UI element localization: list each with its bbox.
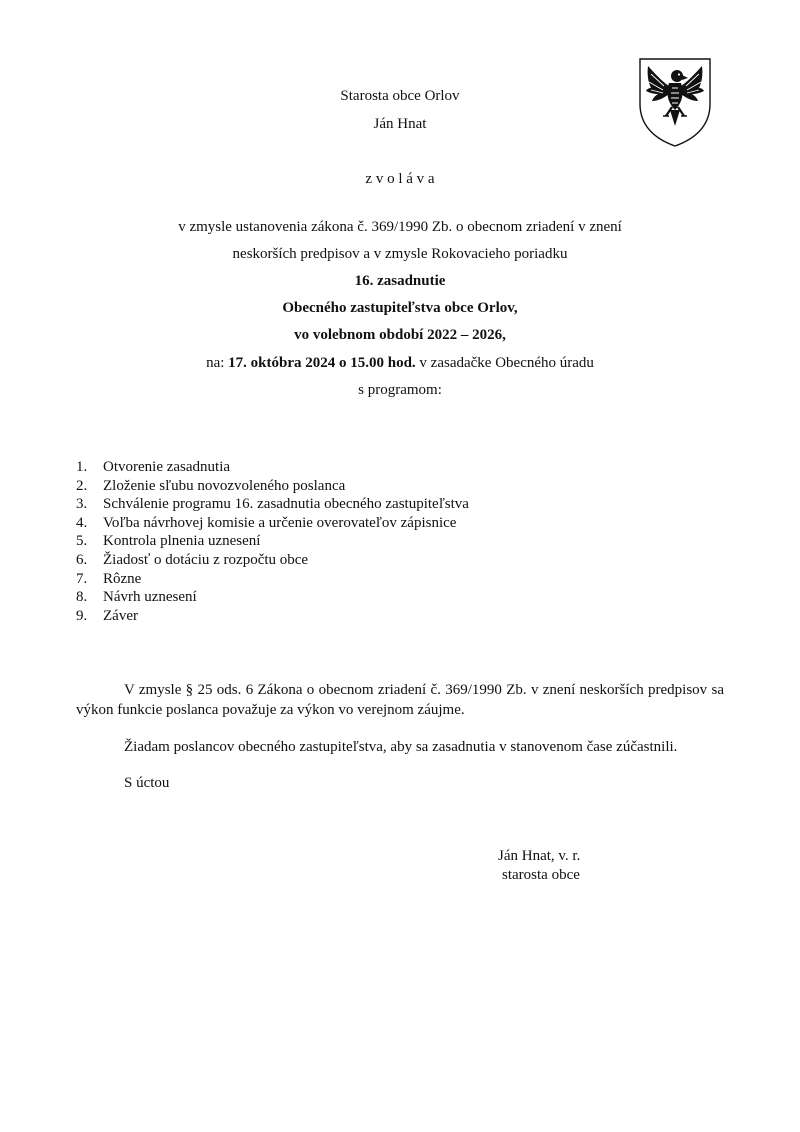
program-intro: s programom: — [358, 382, 442, 398]
agenda-item-number: 2. — [76, 477, 88, 494]
agenda-item-text: Voľba návrhovej komisie a určenie overovateľov zápisnice — [103, 514, 457, 531]
agenda-item — [76, 495, 469, 514]
agenda-item-text: Zloženie sľubu novozvoleného poslanca — [103, 477, 346, 494]
agenda-item-text: Žiadosť o dotáciu z rozpočtu obce — [103, 551, 309, 568]
agenda-item-text: Kontrola plnenia uznesení — [103, 533, 261, 550]
meeting-location: v zasadačke Obecného úradu — [415, 355, 594, 371]
date-prefix: na: — [206, 355, 229, 371]
agenda-item-text: Rôzne — [103, 570, 142, 587]
legal-basis-line-2: neskorších predpisov a v zmysle Rokovacieho poriadku — [232, 246, 568, 262]
agenda-item-number: 7. — [76, 570, 88, 587]
agenda-item — [76, 607, 469, 626]
agenda-item-text: Otvorenie zasadnutia — [103, 459, 231, 475]
council-name: Obecného zastupiteľstva obce Orlov, — [282, 300, 518, 316]
agenda-item-number: 1. — [76, 459, 88, 475]
agenda-item-number: 8. — [76, 589, 88, 606]
agenda-item-text: Schválenie programu 16. zasadnutia obecného zastupiteľstva — [103, 496, 469, 513]
signature-name: Ján Hnat, v. r. — [498, 848, 581, 864]
agenda-item-text: Návrh uznesení — [103, 589, 197, 606]
agenda-item — [76, 514, 469, 533]
session-number: 16. zasadnutie — [354, 273, 446, 289]
closing-salutation: S úctou — [124, 775, 170, 791]
meeting-date: 17. októbra 2024 o 15.00 hod. — [228, 355, 416, 371]
election-term: vo volebnom období 2022 – 2026, — [294, 327, 506, 343]
issuer-name: Ján Hnat — [373, 116, 427, 132]
law-paragraph: V zmysle § 25 ods. 6 Zákona o obecnom zriadení č. 369/1990 Zb. v znení neskorších predpisov sa výkon funkcie poslanca považuje za výkon vo verejnom záujme. — [76, 682, 724, 718]
attendance-request: Žiadam poslancov obecného zastupiteľstva, aby sa zasadnutia v stanovenom čase zúčastnili. — [124, 739, 678, 755]
agenda-item — [76, 588, 469, 607]
legal-basis-line-1: v zmysle ustanovenia zákona č. 369/1990 Zb. o obecnom zriadení v znení — [178, 219, 622, 235]
agenda-list — [76, 458, 469, 625]
agenda-item — [76, 532, 469, 551]
agenda-item — [76, 477, 469, 496]
meeting-date-line — [0, 355, 800, 372]
agenda-item-text: Záver — [103, 607, 138, 624]
announcement-verb: z v o l á v a — [365, 171, 435, 187]
agenda-item — [76, 458, 469, 477]
issuer-title: Starosta obce Orlov — [340, 88, 460, 104]
signature-title: starosta obce — [502, 867, 580, 883]
agenda-item-number: 5. — [76, 533, 88, 550]
agenda-item-number: 3. — [76, 496, 88, 513]
agenda-item-number: 6. — [76, 551, 88, 568]
agenda-item — [76, 551, 469, 570]
agenda-item — [76, 570, 469, 589]
agenda-item-number: 4. — [76, 514, 88, 531]
agenda-item-number: 9. — [76, 607, 88, 624]
